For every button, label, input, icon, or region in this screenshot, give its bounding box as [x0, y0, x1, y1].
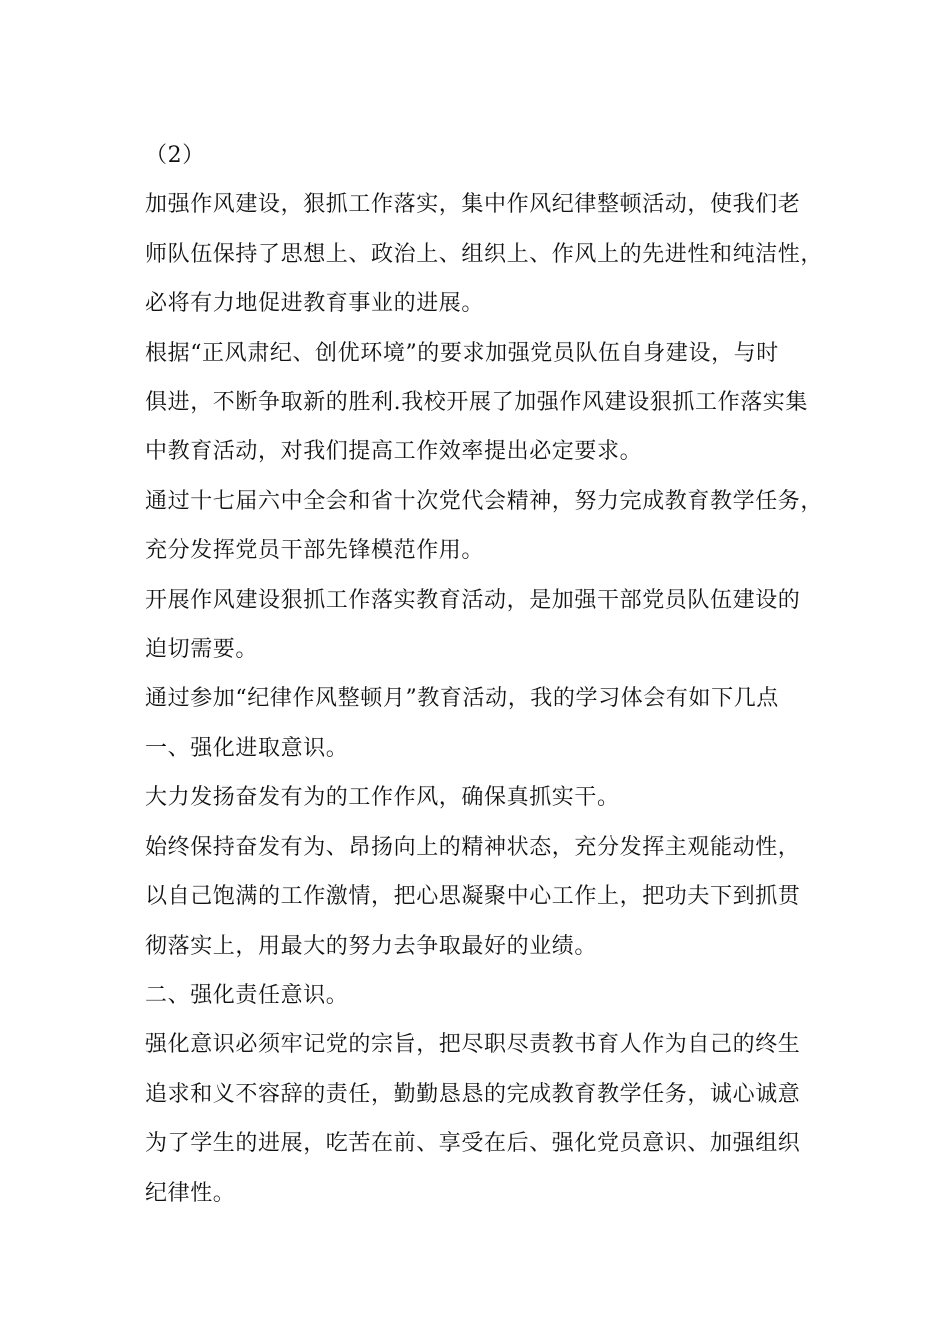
paragraph: 大力发扬奋发有为的工作作风，确保真抓实干。 — [145, 785, 620, 811]
paragraph: 通过参加“纪律作风整顿月”教育活动，我的学习体会有如下几点 — [145, 686, 779, 712]
section-heading: 一、强化进取意识。 — [145, 735, 349, 761]
section-number: （2） — [145, 143, 205, 168]
section-heading: 二、强化责任意识。 — [145, 982, 349, 1008]
paragraph: 强化意识必须牢记党的宗旨，把尽职尽责教书育人作为自己的终生 追求和义不容辞的责任，勤勤恳恳的完成教育教学任务，诚心诚意 为了学生的进展，吃苦在前、享受在后、强化党员意识、加强组织 纪律性。 — [145, 1032, 801, 1206]
paragraph: 开展作风建设狠抓工作落实教育活动，是加强干部党员队伍建设的 迫切需要。 — [145, 587, 801, 663]
paragraph: 始终保持奋发有为、昂扬向上的精神状态，充分发挥主观能动性， 以自己饱满的工作激情，把心思凝聚中心工作上，把功夫下到抓贯 彻落实上，用最大的努力去争取最好的业绩。 — [145, 834, 801, 959]
paragraph: 加强作风建设，狠抓工作落实，集中作风纪律整顿活动，使我们老 师队伍保持了思想上、政治上、组织上、作风上的先进性和纯洁性， 必将有力地促进教育事业的进展。 — [145, 192, 824, 317]
paragraph: 通过十七届六中全会和省十次党代会精神，努力完成教育教学任务， 充分发挥党员干部先锋模范作用。 — [145, 488, 824, 564]
document-body — [145, 131, 835, 1218]
paragraph: 根据“正风肃纪、创优环境”的要求加强党员队伍自身建设，与时 俱进，不断争取新的胜利.我校开展了加强作风建设狠抓工作落实集 中教育活动，对我们提高工作效率提出必定要求。 — [145, 340, 808, 465]
